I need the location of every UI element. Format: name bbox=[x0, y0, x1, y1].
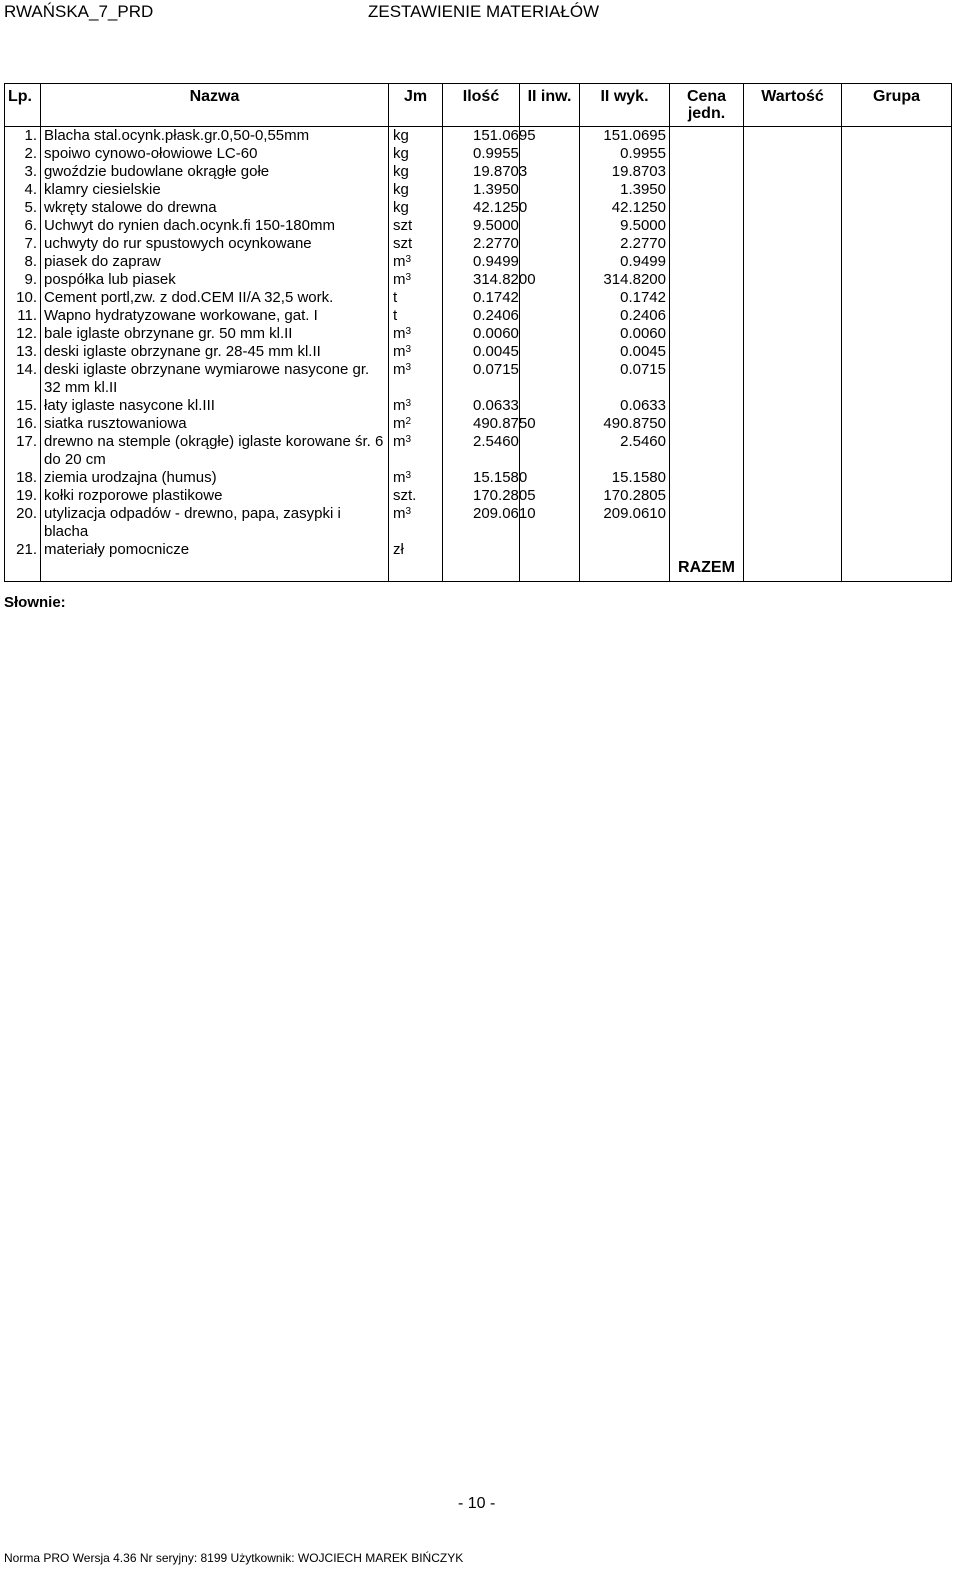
cell-wartosc bbox=[744, 469, 842, 487]
cell-cena bbox=[670, 415, 744, 433]
table-row bbox=[5, 235, 952, 253]
cell-wyk: 0.1742 bbox=[580, 289, 670, 307]
razem-empty-cell bbox=[5, 559, 41, 582]
table-row bbox=[5, 361, 952, 397]
cell-nazwa: bale iglaste obrzynane gr. 50 mm kl.II bbox=[41, 325, 389, 343]
cell-nazwa: kołki rozporowe plastikowe bbox=[41, 487, 389, 505]
cell-wartosc bbox=[744, 433, 842, 469]
cell-inw bbox=[520, 253, 580, 271]
cell-ilosc: 209.0610 bbox=[443, 505, 520, 541]
cell-wyk: 0.0633 bbox=[580, 397, 670, 415]
razem-empty-cell bbox=[842, 559, 952, 582]
cell-wartosc bbox=[744, 289, 842, 307]
cell-jm bbox=[389, 145, 443, 163]
razem-row bbox=[5, 559, 952, 582]
table-row bbox=[5, 433, 952, 469]
cell-cena bbox=[670, 127, 744, 146]
unit-label: zł bbox=[393, 541, 404, 558]
cell-grupa bbox=[842, 397, 952, 415]
cell-jm bbox=[389, 325, 443, 343]
cell-wartosc bbox=[744, 325, 842, 343]
unit-label: kg bbox=[393, 181, 409, 198]
unit-label: szt bbox=[393, 235, 413, 252]
cell-ilosc: 42.1250 bbox=[443, 199, 520, 217]
cell-grupa bbox=[842, 415, 952, 433]
cell-wyk: 0.0060 bbox=[580, 325, 670, 343]
cell-ilosc: 0.2406 bbox=[443, 307, 520, 325]
cell-jm bbox=[389, 253, 443, 271]
cell-ilosc: 0.9499 bbox=[443, 253, 520, 271]
cell-nazwa: uchwyty do rur spustowych ocynkowane bbox=[41, 235, 389, 253]
cell-lp: 17. bbox=[5, 433, 41, 469]
unit-label: kg bbox=[393, 163, 409, 180]
cell-grupa bbox=[842, 289, 952, 307]
cell-wartosc bbox=[744, 361, 842, 397]
razem-empty-cell bbox=[41, 559, 389, 582]
cell-lp: 21. bbox=[5, 541, 41, 559]
table-row bbox=[5, 199, 952, 217]
cell-jm bbox=[389, 163, 443, 181]
document-title: ZESTAWIENIE MATERIAŁÓW bbox=[368, 2, 600, 21]
cell-wartosc bbox=[744, 127, 842, 146]
unit-exponent: 2 bbox=[405, 416, 412, 427]
cell-wartosc bbox=[744, 145, 842, 163]
unit-exponent: 3 bbox=[405, 344, 412, 355]
table-row bbox=[5, 289, 952, 307]
col-header-lp: Lp. bbox=[5, 84, 41, 127]
cell-lp: 10. bbox=[5, 289, 41, 307]
cell-jm bbox=[389, 415, 443, 433]
unit-label: szt. bbox=[393, 487, 417, 504]
table-row bbox=[5, 163, 952, 181]
cell-cena bbox=[670, 181, 744, 199]
cell-jm bbox=[389, 469, 443, 487]
cell-wyk: 15.1580 bbox=[580, 469, 670, 487]
cell-nazwa: deski iglaste obrzynane gr. 28-45 mm kl.II bbox=[41, 343, 389, 361]
cell-nazwa: łaty iglaste nasycone kl.III bbox=[41, 397, 389, 415]
cell-inw bbox=[520, 343, 580, 361]
unit-label: kg bbox=[393, 199, 409, 216]
cell-inw bbox=[520, 235, 580, 253]
cell-wyk: 314.8200 bbox=[580, 271, 670, 289]
unit-label: t bbox=[393, 307, 398, 324]
unit-label: t bbox=[393, 289, 398, 306]
cell-grupa bbox=[842, 541, 952, 559]
cell-wartosc bbox=[744, 271, 842, 289]
cell-cena bbox=[670, 163, 744, 181]
unit-label: szt bbox=[393, 217, 413, 234]
cell-wyk: 151.0695 bbox=[580, 127, 670, 146]
cell-lp: 3. bbox=[5, 163, 41, 181]
cell-ilosc: 0.0060 bbox=[443, 325, 520, 343]
cell-nazwa: materiały pomocnicze bbox=[41, 541, 389, 559]
col-header-wartosc: Wartość bbox=[744, 84, 842, 127]
cell-jm bbox=[389, 235, 443, 253]
table-row bbox=[5, 145, 952, 163]
cell-nazwa: utylizacja odpadów - drewno, papa, zasypki i blacha bbox=[41, 505, 389, 541]
cell-nazwa: piasek do zapraw bbox=[41, 253, 389, 271]
cell-wartosc bbox=[744, 343, 842, 361]
table-row bbox=[5, 217, 952, 235]
cell-grupa bbox=[842, 235, 952, 253]
col-header-cena: Cena jedn. bbox=[670, 84, 744, 127]
cell-wyk: 2.5460 bbox=[580, 433, 670, 469]
cell-wartosc bbox=[744, 415, 842, 433]
unit-exponent: 3 bbox=[405, 398, 412, 409]
table-row bbox=[5, 487, 952, 505]
cell-cena bbox=[670, 271, 744, 289]
cell-inw bbox=[520, 217, 580, 235]
cell-ilosc: 15.1580 bbox=[443, 469, 520, 487]
cell-grupa bbox=[842, 217, 952, 235]
cell-wyk: 2.2770 bbox=[580, 235, 670, 253]
cell-cena bbox=[670, 289, 744, 307]
cell-inw bbox=[520, 163, 580, 181]
cell-wartosc bbox=[744, 199, 842, 217]
table-row bbox=[5, 307, 952, 325]
cell-ilosc: 0.0715 bbox=[443, 361, 520, 397]
cell-cena bbox=[670, 253, 744, 271]
razem-empty-cell bbox=[580, 559, 670, 582]
cell-grupa bbox=[842, 325, 952, 343]
cell-wyk: 9.5000 bbox=[580, 217, 670, 235]
table-row bbox=[5, 253, 952, 271]
cell-jm bbox=[389, 343, 443, 361]
table-row bbox=[5, 127, 952, 146]
cell-inw bbox=[520, 397, 580, 415]
cell-wyk: 209.0610 bbox=[580, 505, 670, 541]
cell-grupa bbox=[842, 181, 952, 199]
razem-empty-cell bbox=[520, 559, 580, 582]
unit-exponent: 3 bbox=[405, 470, 412, 481]
cell-jm bbox=[389, 199, 443, 217]
cell-wartosc bbox=[744, 397, 842, 415]
cell-wartosc bbox=[744, 487, 842, 505]
cell-jm bbox=[389, 487, 443, 505]
cell-jm bbox=[389, 361, 443, 397]
table-row bbox=[5, 505, 952, 541]
cell-wyk: 19.8703 bbox=[580, 163, 670, 181]
cell-wyk: 0.0045 bbox=[580, 343, 670, 361]
cell-jm bbox=[389, 397, 443, 415]
cell-jm bbox=[389, 217, 443, 235]
cell-wyk: 0.2406 bbox=[580, 307, 670, 325]
cell-lp: 16. bbox=[5, 415, 41, 433]
materials-table bbox=[4, 83, 952, 582]
cell-ilosc: 170.2805 bbox=[443, 487, 520, 505]
cell-lp: 4. bbox=[5, 181, 41, 199]
table-row bbox=[5, 181, 952, 199]
table-header-row bbox=[5, 84, 952, 127]
cell-grupa bbox=[842, 271, 952, 289]
unit-label: kg bbox=[393, 145, 409, 162]
cell-nazwa: Cement portl,zw. z dod.CEM II/A 32,5 work. bbox=[41, 289, 389, 307]
cell-nazwa: gwoździe budowlane okrągłe gołe bbox=[41, 163, 389, 181]
cell-cena bbox=[670, 433, 744, 469]
cell-wartosc bbox=[744, 235, 842, 253]
unit-exponent: 3 bbox=[405, 506, 412, 517]
cell-inw bbox=[520, 541, 580, 559]
cell-wartosc bbox=[744, 181, 842, 199]
cell-cena bbox=[670, 199, 744, 217]
col-header-nazwa: Nazwa bbox=[41, 84, 389, 127]
cell-cena bbox=[670, 487, 744, 505]
cell-wartosc bbox=[744, 541, 842, 559]
cell-inw bbox=[520, 325, 580, 343]
unit-label: m bbox=[393, 397, 406, 414]
unit-label: m bbox=[393, 361, 406, 378]
cell-grupa bbox=[842, 487, 952, 505]
cell-wyk: 490.8750 bbox=[580, 415, 670, 433]
table-row bbox=[5, 415, 952, 433]
cell-cena bbox=[670, 361, 744, 397]
cell-cena bbox=[670, 469, 744, 487]
table-row bbox=[5, 271, 952, 289]
unit-label: m bbox=[393, 253, 406, 270]
cell-nazwa: ziemia urodzajna (humus) bbox=[41, 469, 389, 487]
cell-wyk: 1.3950 bbox=[580, 181, 670, 199]
cell-grupa bbox=[842, 505, 952, 541]
unit-label: m bbox=[393, 415, 406, 432]
table-row bbox=[5, 469, 952, 487]
cell-inw bbox=[520, 289, 580, 307]
cell-ilosc: 9.5000 bbox=[443, 217, 520, 235]
cell-nazwa: siatka rusztowaniowa bbox=[41, 415, 389, 433]
cell-ilosc: 2.2770 bbox=[443, 235, 520, 253]
cell-inw bbox=[520, 433, 580, 469]
cell-lp: 18. bbox=[5, 469, 41, 487]
cell-nazwa: klamry ciesielskie bbox=[41, 181, 389, 199]
cell-inw bbox=[520, 469, 580, 487]
cell-grupa bbox=[842, 343, 952, 361]
cell-nazwa: Blacha stal.ocynk.płask.gr.0,50-0,55mm bbox=[41, 127, 389, 146]
cell-ilosc: 2.5460 bbox=[443, 433, 520, 469]
cell-wyk: 0.0715 bbox=[580, 361, 670, 397]
cell-lp: 14. bbox=[5, 361, 41, 397]
cell-lp: 8. bbox=[5, 253, 41, 271]
cell-wyk: 0.9955 bbox=[580, 145, 670, 163]
razem-empty-cell bbox=[443, 559, 520, 582]
unit-exponent: 3 bbox=[405, 254, 412, 265]
unit-label: m bbox=[393, 433, 406, 450]
razem-empty-cell bbox=[744, 559, 842, 582]
cell-lp: 7. bbox=[5, 235, 41, 253]
cell-ilosc: 0.0045 bbox=[443, 343, 520, 361]
col-header-grupa: Grupa bbox=[842, 84, 952, 127]
cell-ilosc: 0.9955 bbox=[443, 145, 520, 163]
cell-inw bbox=[520, 145, 580, 163]
cell-cena bbox=[670, 145, 744, 163]
unit-label: m bbox=[393, 505, 406, 522]
cell-cena bbox=[670, 307, 744, 325]
cell-wyk: 42.1250 bbox=[580, 199, 670, 217]
unit-label: m bbox=[393, 343, 406, 360]
cell-grupa bbox=[842, 145, 952, 163]
cell-jm bbox=[389, 541, 443, 559]
footer-text: Norma PRO Wersja 4.36 Nr seryjny: 8199 Użytkownik: WOJCIECH MAREK BIŃCZYK bbox=[4, 1551, 464, 1565]
cell-jm bbox=[389, 289, 443, 307]
cell-cena bbox=[670, 541, 744, 559]
cell-lp: 1. bbox=[5, 127, 41, 146]
unit-label: m bbox=[393, 271, 406, 288]
table-row bbox=[5, 397, 952, 415]
cell-jm bbox=[389, 505, 443, 541]
cell-cena bbox=[670, 217, 744, 235]
cell-wyk: 170.2805 bbox=[580, 487, 670, 505]
cell-nazwa: Wapno hydratyzowane workowane, gat. I bbox=[41, 307, 389, 325]
cell-cena bbox=[670, 397, 744, 415]
razem-label: RAZEM bbox=[670, 559, 744, 582]
cell-lp: 20. bbox=[5, 505, 41, 541]
cell-ilosc: 490.8750 bbox=[443, 415, 520, 433]
cell-wartosc bbox=[744, 505, 842, 541]
cell-wyk: 0.9499 bbox=[580, 253, 670, 271]
cell-lp: 13. bbox=[5, 343, 41, 361]
cell-nazwa: wkręty stalowe do drewna bbox=[41, 199, 389, 217]
cell-lp: 12. bbox=[5, 325, 41, 343]
cell-jm bbox=[389, 127, 443, 146]
table-row bbox=[5, 325, 952, 343]
cell-lp: 11. bbox=[5, 307, 41, 325]
cell-ilosc bbox=[443, 541, 520, 559]
cell-nazwa: drewno na stemple (okrągłe) iglaste korowane śr. 6 do 20 cm bbox=[41, 433, 389, 469]
cell-inw bbox=[520, 181, 580, 199]
cell-lp: 15. bbox=[5, 397, 41, 415]
cell-nazwa: pospółka lub piasek bbox=[41, 271, 389, 289]
table-row bbox=[5, 343, 952, 361]
unit-label: kg bbox=[393, 127, 409, 144]
cell-nazwa: Uchwyt do rynien dach.ocynk.fi 150-180mm bbox=[41, 217, 389, 235]
cell-nazwa: deski iglaste obrzynane wymiarowe nasycone gr. 32 mm kl.II bbox=[41, 361, 389, 397]
unit-label: m bbox=[393, 469, 406, 486]
unit-exponent: 3 bbox=[405, 434, 412, 445]
cell-jm bbox=[389, 271, 443, 289]
col-header-jm: Jm bbox=[389, 84, 443, 127]
cell-lp: 2. bbox=[5, 145, 41, 163]
cell-nazwa: spoiwo cynowo-ołowiowe LC-60 bbox=[41, 145, 389, 163]
cell-wartosc bbox=[744, 163, 842, 181]
cell-grupa bbox=[842, 469, 952, 487]
cell-wartosc bbox=[744, 253, 842, 271]
cell-ilosc: 314.8200 bbox=[443, 271, 520, 289]
cell-ilosc: 1.3950 bbox=[443, 181, 520, 199]
cell-grupa bbox=[842, 307, 952, 325]
cell-grupa bbox=[842, 361, 952, 397]
cell-lp: 19. bbox=[5, 487, 41, 505]
cell-grupa bbox=[842, 253, 952, 271]
cell-inw bbox=[520, 199, 580, 217]
cell-inw bbox=[520, 307, 580, 325]
cell-wartosc bbox=[744, 217, 842, 235]
cell-jm bbox=[389, 433, 443, 469]
cell-cena bbox=[670, 505, 744, 541]
cell-inw bbox=[520, 361, 580, 397]
table-row bbox=[5, 541, 952, 559]
cell-grupa bbox=[842, 127, 952, 146]
document-header-left: RWAŃSKA_7_PRD bbox=[4, 2, 154, 21]
cell-grupa bbox=[842, 163, 952, 181]
cell-ilosc: 0.0633 bbox=[443, 397, 520, 415]
razem-empty-cell bbox=[389, 559, 443, 582]
cell-ilosc: 151.0695 bbox=[443, 127, 520, 146]
col-header-wyk: II wyk. bbox=[580, 84, 670, 127]
unit-exponent: 3 bbox=[405, 362, 412, 373]
cell-jm bbox=[389, 307, 443, 325]
col-header-ilosc: Ilość bbox=[443, 84, 520, 127]
cell-wartosc bbox=[744, 307, 842, 325]
cell-cena bbox=[670, 235, 744, 253]
cell-grupa bbox=[842, 433, 952, 469]
cell-lp: 9. bbox=[5, 271, 41, 289]
slownie-label: Słownie: bbox=[4, 594, 66, 611]
cell-ilosc: 0.1742 bbox=[443, 289, 520, 307]
table-body bbox=[5, 127, 952, 582]
page-number: - 10 - bbox=[458, 1495, 496, 1512]
unit-exponent: 3 bbox=[405, 326, 412, 337]
cell-jm bbox=[389, 181, 443, 199]
cell-wyk bbox=[580, 541, 670, 559]
unit-exponent: 3 bbox=[405, 272, 412, 283]
cell-cena bbox=[670, 343, 744, 361]
cell-cena bbox=[670, 325, 744, 343]
unit-label: m bbox=[393, 325, 406, 342]
cell-grupa bbox=[842, 199, 952, 217]
col-header-inw: II inw. bbox=[520, 84, 580, 127]
cell-lp: 5. bbox=[5, 199, 41, 217]
cell-ilosc: 19.8703 bbox=[443, 163, 520, 181]
cell-lp: 6. bbox=[5, 217, 41, 235]
